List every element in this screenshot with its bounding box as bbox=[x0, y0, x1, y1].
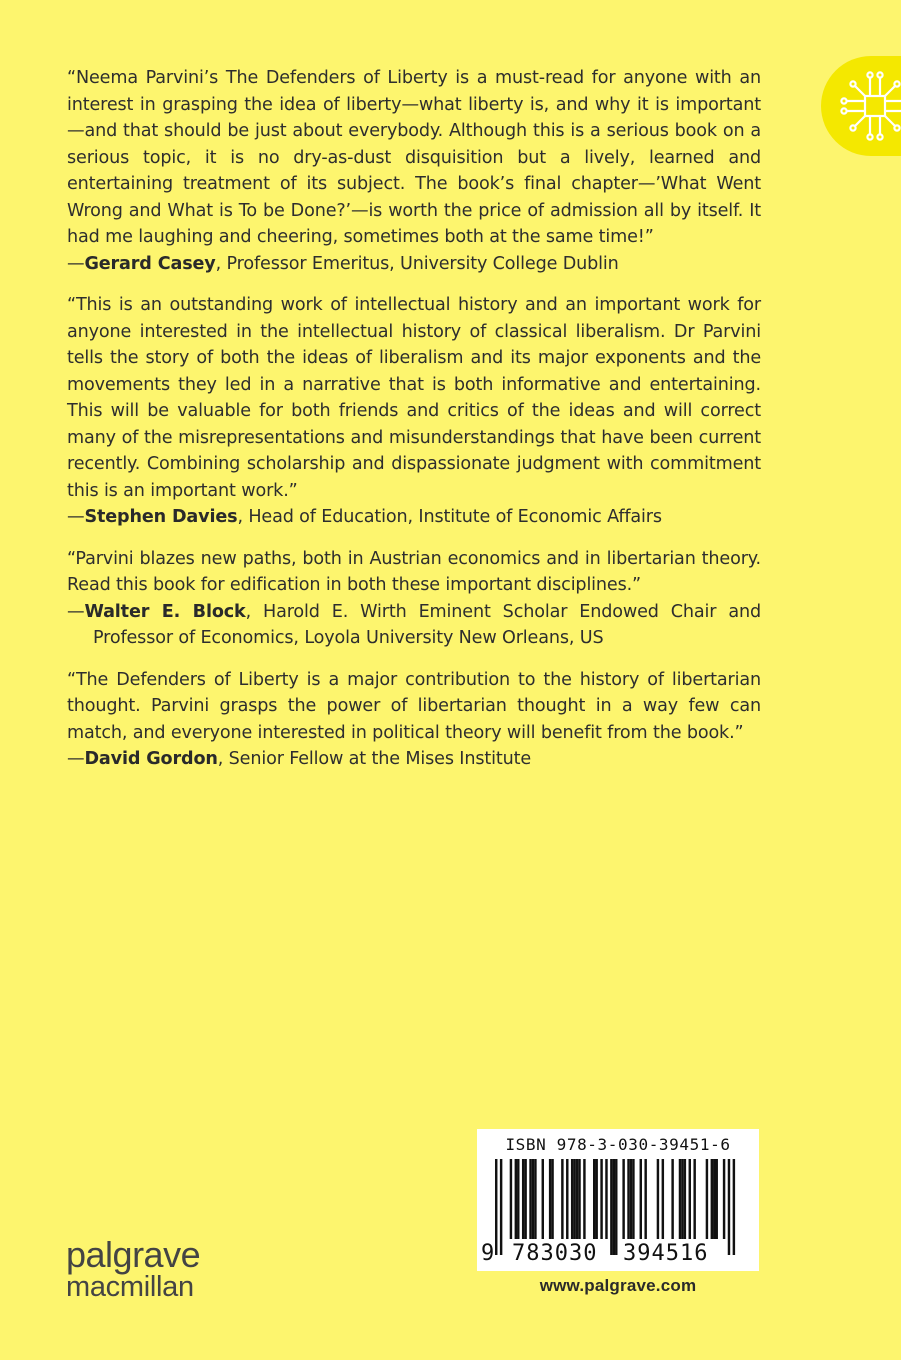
barcode-bar bbox=[583, 1159, 585, 1239]
author-affiliation: , Senior Fellow at the Mises Institute bbox=[217, 749, 531, 769]
barcode-digit-first: 9 bbox=[481, 1241, 496, 1266]
author-affiliation: , Harold E. Wirth Eminent Scholar Endowed Chair and Professor of Economics, Loyola University New Orleans, US bbox=[93, 601, 761, 648]
barcode-bar bbox=[522, 1159, 524, 1239]
barcode-bar bbox=[573, 1159, 575, 1239]
endorsement-block bbox=[67, 546, 761, 652]
barcode-bar bbox=[644, 1159, 646, 1239]
quote-text: “The Defenders of Liberty is a major contribution to the history of libertarian thought. Parvini grasps the power of libertarian thought in a way few can match, and everyone interested in political theory will benefit from the book.” bbox=[67, 669, 761, 743]
barcode-bar bbox=[689, 1159, 691, 1239]
barcode-bar bbox=[551, 1159, 553, 1239]
barcode-bar bbox=[524, 1159, 526, 1239]
barcode-bar bbox=[728, 1159, 730, 1255]
barcode-bar bbox=[657, 1159, 659, 1239]
barcode-bar bbox=[733, 1159, 735, 1255]
author-affiliation: , Professor Emeritus, University College Dublin bbox=[215, 253, 619, 274]
barcode-bar bbox=[561, 1159, 563, 1239]
quote-text: “This is an outstanding work of intellectual history and an important work for anyone interested in the intellectual history of classical liberalism. Dr Parvini tells the story of both the ideas of liberalism and its major exponents and the movements they led in a narrative that is both informative and entertaining. This will be valuable for both friends and critics of the ideas and will correct many of the misrepresentations and misunderstandings that have been current recently. Combining scholarship and dispassionate judgment with commitment this is an important work.” bbox=[67, 295, 761, 501]
publisher-logo bbox=[66, 1234, 201, 1303]
author-name: David Gordon bbox=[84, 749, 218, 769]
barcode-bar bbox=[529, 1159, 531, 1239]
barcode-bar bbox=[510, 1159, 512, 1239]
barcode-bar bbox=[684, 1159, 686, 1239]
barcode-bar bbox=[610, 1159, 612, 1255]
author-name: Walter E. Block bbox=[84, 601, 246, 622]
barcode-bar bbox=[532, 1159, 534, 1239]
publisher-website: www.palgrave.com bbox=[477, 1271, 759, 1300]
barcode-bar bbox=[613, 1159, 615, 1255]
barcode-bar bbox=[495, 1159, 497, 1255]
endorsement-gordon bbox=[67, 667, 761, 773]
barcode-bar bbox=[542, 1159, 544, 1239]
barcode-bar bbox=[517, 1159, 519, 1239]
barcode-bar bbox=[713, 1159, 715, 1239]
barcode-digits-group1: 783030 bbox=[512, 1241, 598, 1266]
barcode-bar bbox=[622, 1159, 624, 1239]
isbn-label: ISBN 978-3-030-39451-6 bbox=[505, 1135, 731, 1154]
barcode-bar bbox=[679, 1159, 681, 1239]
barcode-bar bbox=[681, 1159, 683, 1239]
barcode-bar bbox=[600, 1159, 602, 1239]
barcode-bar bbox=[640, 1159, 642, 1239]
barcode-bar bbox=[615, 1159, 617, 1255]
barcode-bar bbox=[632, 1159, 634, 1239]
barcode-bar bbox=[723, 1159, 725, 1239]
barcode-bar bbox=[578, 1159, 580, 1239]
quote-text: “Parvini blazes new paths, both in Austrian economics and in libertarian theory. Read this book for edification in both these important disciplines.” bbox=[67, 548, 761, 595]
endorsements bbox=[67, 65, 761, 788]
attribution: —Walter E. Block, Harold E. Wirth Eminent Scholar Endowed Chair and Professor of Economics, Loyola University New Orleans, US bbox=[67, 601, 761, 648]
barcode-bar bbox=[500, 1159, 502, 1255]
barcode-bar bbox=[671, 1159, 673, 1239]
barcode-bar bbox=[706, 1159, 708, 1239]
quote-text: “Neema Parvini’s The Defenders of Liberty is a must-read for anyone with an interest in grasping the idea of liberty—what liberty is, and why it is important—and that should be just about everybody. Although this is a serious book on a serious topic, it is no dry-as-dust disquisition but a lively, learned and entertaining treatment of its subject. The book’s final chapter—’What Went Wrong and What is To be Done?’—is worth the price of admission all by itself. It had me laughing and cheering, sometimes both at the same time!” bbox=[67, 68, 761, 247]
author-name: Gerard Casey bbox=[84, 253, 216, 274]
barcode-digits-group2: 394516 bbox=[623, 1241, 709, 1266]
attribution: —Stephen Davies, Head of Education, Institute of Economic Affairs bbox=[67, 507, 662, 527]
barcode-bar bbox=[627, 1159, 629, 1239]
author-affiliation: , Head of Education, Institute of Economic Affairs bbox=[237, 507, 662, 527]
barcode-block bbox=[477, 1129, 759, 1300]
barcode-bar bbox=[711, 1159, 713, 1239]
barcode-bar bbox=[595, 1159, 597, 1239]
barcode-bar bbox=[605, 1159, 607, 1239]
endorsement-casey bbox=[67, 65, 761, 277]
attribution: —David Gordon, Senior Fellow at the Mises Institute bbox=[67, 749, 531, 769]
barcode-bar bbox=[693, 1159, 695, 1239]
barcode-bar bbox=[566, 1159, 568, 1239]
barcode-bar bbox=[576, 1159, 578, 1239]
barcode-bar bbox=[630, 1159, 632, 1239]
barcode-bar bbox=[515, 1159, 517, 1239]
barcode-bar bbox=[534, 1159, 536, 1239]
barcode-bar bbox=[571, 1159, 573, 1239]
barcode-bar bbox=[662, 1159, 664, 1239]
author-name: Stephen Davies bbox=[84, 507, 238, 527]
barcode-bar bbox=[593, 1159, 595, 1239]
publisher-logo-line2: macmillan bbox=[66, 1271, 194, 1303]
palgrave-emblem-icon bbox=[821, 56, 901, 156]
barcode-bar bbox=[716, 1159, 718, 1239]
endorsement-davies bbox=[67, 292, 761, 531]
publisher-logo-line1: palgrave bbox=[66, 1234, 201, 1275]
attribution: —Gerard Casey, Professor Emeritus, University College Dublin bbox=[67, 253, 619, 274]
barcode-bar bbox=[549, 1159, 551, 1239]
